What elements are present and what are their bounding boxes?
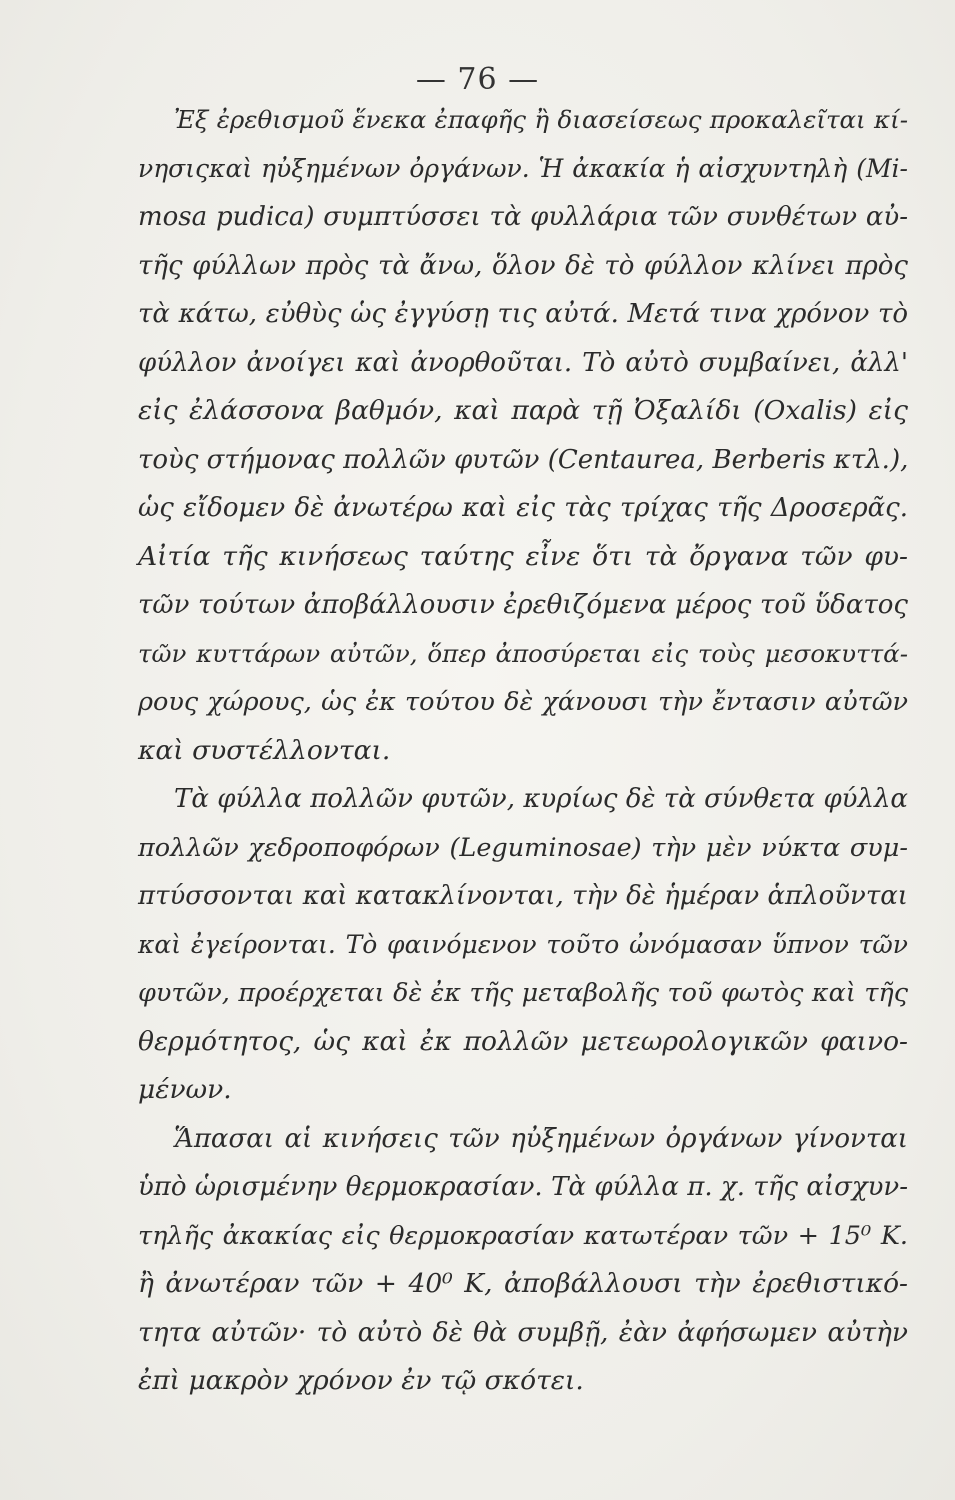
text-line: τοὺς στήμονας πολλῶν φυτῶν (Centaurea, Berberis κτλ.), [138,444,909,475]
text-line: εἰς ἐλάσσονα βαθμόν, καὶ παρὰ τῇ Ὀξαλίδι (Oxalis) εἰς [138,395,908,426]
text-line: νησιςκαὶ ηὐξημένων ὀργάνων. Ἡ ἀκακία ἡ αἰσχυντηλὴ (Mi- [138,153,908,183]
page-number: — 76 — [415,62,540,97]
text-line: καὶ συστέλλονται. [138,734,391,766]
text-line: τῶν κυττάρων αὐτῶν, ὅπερ ἀποσύρεται εἰς τοὺς μεσοκυττά- [138,638,908,668]
text-line: καὶ ἐγείρονται. Τὸ φαινόμενον τοῦτο ὠνόμασαν ὕπνον τῶν [138,929,908,959]
text-line: τητα αὐτῶν· τὸ αὐτὸ δὲ θὰ συμβῇ, ἐὰν ἀφήσωμεν αὐτὴν [138,1316,908,1348]
text-line: Αἰτία τῆς κινήσεως ταύτης εἶνε ὅτι τὰ ὄργανα τῶν φυ- [138,540,908,572]
text-line: πολλῶν χεδροποφόρων (Leguminosae) τὴν μὲν νύκτα συμ- [138,832,908,863]
text-line: Τὰ φύλλα πολλῶν φυτῶν, κυρίως δὲ τὰ σύνθετα φύλλα [174,784,908,814]
text-line: ἐπὶ μακρὸν χρόνον ἐν τῷ σκότει. [138,1365,584,1396]
text-line: Ἐξ ἐρεθισμοῦ ἕνεκα ἐπαφῆς ἢ διασείσεως προκαλεῖται κί- [174,105,908,134]
text-line: ὑπὸ ὡρισμένην θερμοκρασίαν. Τὰ φύλλα π. χ. τῆς αἰσχυν- [138,1172,908,1202]
text-line: τῆς φύλλων πρὸς τὰ ἄνω, ὅλον δὲ τὸ φύλλον κλίνει πρὸς [138,250,908,281]
text-line: φυτῶν, προέρχεται δὲ ἐκ τῆς μεταβολῆς τοῦ φωτὸς καὶ τῆς [138,978,908,1008]
text-line: θερμότητος, ὡς καὶ ἐκ πολλῶν μετεωρολογικῶν φαινο- [138,1025,908,1057]
text-line: mosa pudica) συμπτύσσει τὰ φυλλάρια τῶν συνθέτων αὐ- [138,202,908,232]
text-line: φύλλον ἀνοίγει καὶ ἀνορθοῦται. Τὸ αὐτὸ συμβαίνει, ἀλλ' [138,347,908,378]
text-line: τηλῆς ἀκακίας εἰς θερμοκρασίαν κατωτέραν τῶν + 15⁰ Κ. [138,1220,908,1251]
text-line: ὡς εἴδομεν δὲ ἀνωτέρω καὶ εἰς τὰς τρίχας τῆς Δροσερᾶς. [138,493,908,523]
text-line: ἢ ἀνωτέραν τῶν + 40⁰ Κ, ἀποβάλλουσι τὴν ἐρεθιστικό- [138,1268,908,1299]
text-line: πτύσσονται καὶ κατακλίνονται, τὴν δὲ ἡμέραν ἁπλοῦνται [138,881,908,911]
text-line: τὰ κάτω, εὐθὺς ὡς ἐγγύσῃ τις αὐτά. Μετά τινα χρόνον τὸ [138,299,908,329]
body-text [138,96,908,1406]
text-line: Ἅπασαι αἱ κινήσεις τῶν ηὐξημένων ὀργάνων γίνονται [174,1123,908,1154]
text-line: ρους χώρους, ὡς ἐκ τούτου δὲ χάνουσι τὴν ἔντασιν αὐτῶν [138,687,908,717]
text-line: μένων. [138,1074,232,1105]
text-line: τῶν τούτων ἀποβάλλουσιν ἐρεθιζόμενα μέρος τοῦ ὕδατος [138,590,908,620]
